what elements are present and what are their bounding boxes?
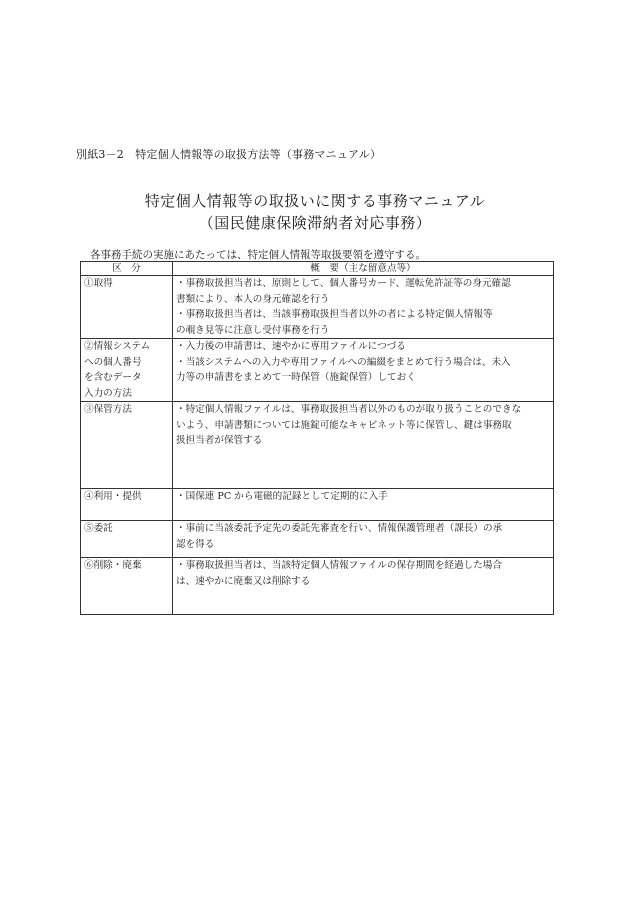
row-category [81,276,173,339]
category-line: への個人番号 [84,356,142,368]
table-row [81,521,554,558]
table-row [81,339,554,402]
row-category [81,558,173,615]
row-category [81,402,173,489]
summary-line: の覗き見等に注意し受付事務を行う [176,324,330,336]
row-summary [173,521,554,558]
row-category [81,489,173,521]
category-line: ④利用・提供 [84,491,142,502]
row-summary [173,339,554,402]
row-summary [173,489,554,521]
summary-line: ・当該システムへの入力や専用ファイルへの編綴をまとめて行う場合は、未入 [176,356,511,368]
summary-line: ・事前に当該委託予定先の委託先審査を行い、情報保護管理者（課長）の承 [176,523,503,534]
header-category: 区 分 [81,262,173,276]
category-line: ③保管方法 [84,404,132,415]
attachment-label: 別紙3－2 特定個人情報等の取扱方法等（事務マニュアル） [76,148,382,161]
intro-text: 各事務手続の実施にあたっては、特定個人情報等取扱要領を遵守する。 [90,249,426,261]
summary-line: ・事務取扱担当者は、当該特定個人情報ファイルの保存期間を経過した場合 [176,560,502,571]
summary-line: いよう、申請書類については施錠可能なキャビネット等に保管し、鍵は事務取 [176,419,512,431]
title-line-1: 特定個人情報等の取扱いに関する事務マニュアル [144,192,486,210]
header-summary: 概 要（主な留意点等） [173,262,554,276]
category-line: ⑤委託 [84,523,113,534]
summary-line: ・入力後の申請書は、速やかに専用ファイルにつづる [176,341,406,352]
category-line: 入力の方法 [84,387,132,399]
row-summary [173,402,554,489]
summary-line: 書類により、本人の身元確認を行う [176,293,330,305]
category-line: を含むデータ [84,372,142,383]
summary-line: 認を得る [176,538,215,550]
category-line: ⑥削除・廃棄 [84,560,142,571]
summary-line: ・特定個人情報ファイルは、事務取扱担当者以外のものが取り扱うことのできな [176,404,522,415]
summary-line: ・事務取扱担当者は、当該事務取扱担当者以外の者による特定個人情報等 [176,309,493,320]
procedure-table [80,261,554,615]
category-line: ①取得 [84,278,113,289]
summary-line: 力等の申請書をまとめて一時保管（施錠保管）しておく [176,372,416,383]
table-row [81,402,554,489]
summary-line: 扱担当者が保管する [176,435,263,446]
row-category [81,521,173,558]
summary-line: ・事務取扱担当者は、原則として、個人番号カード、運転免許証等の身元確認 [176,278,511,289]
row-summary [173,276,554,339]
table-row [81,276,554,339]
title-line-2: （国民健康保険滞納者対応事務） [198,214,432,232]
category-line: ②情報システム [84,341,151,352]
table-header-row [81,262,554,276]
table-row [81,489,554,521]
table-row [81,558,554,615]
summary-line: ・国保連 PC から電磁的記録として定期的に入手 [176,491,388,502]
summary-line: は、速やかに廃棄又は削除する [176,575,311,587]
document-title [0,190,630,234]
row-category [81,339,173,402]
row-summary [173,558,554,615]
